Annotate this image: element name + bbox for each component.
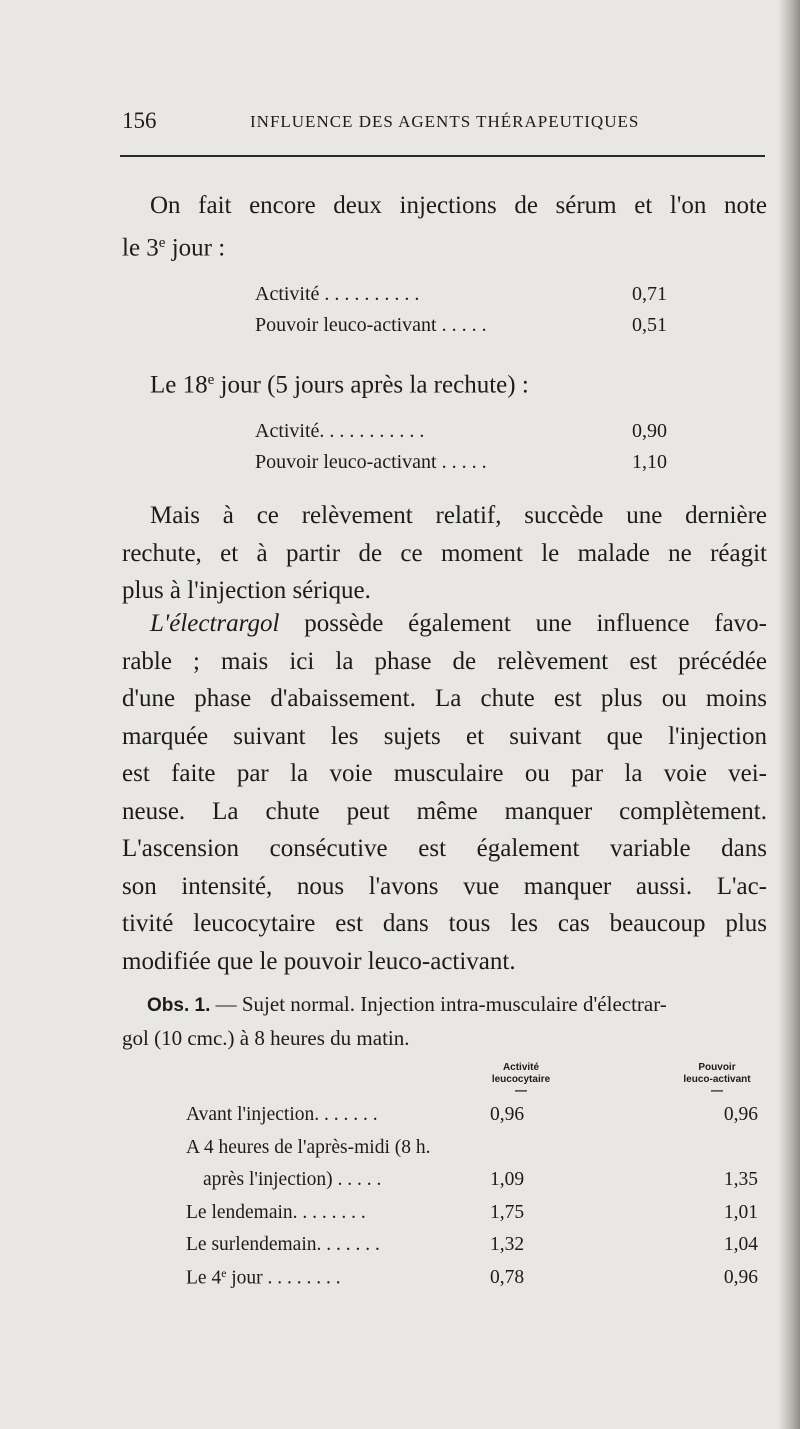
- paragraph-1-line-2: le 3e jour :: [122, 233, 226, 261]
- row-label: Le 4e jour . . . . . . . .: [186, 1266, 341, 1288]
- observation-line-1: Obs. 1. — Sujet normal. Injection intra-musculaire d'électrar-: [147, 992, 667, 1016]
- row-label: Le surlendemain. . . . . . .: [186, 1234, 380, 1255]
- running-title: INFLUENCE DES AGENTS THÉRAPEUTIQUES: [250, 112, 640, 131]
- paragraph-3-line-2: rechute, et à partir de ce moment le malade ne réagit: [122, 539, 767, 567]
- paragraph-4-line: tivité leucocytaire est dans tous les cas beaucoup plus: [122, 910, 767, 937]
- row-value: 0,71: [632, 283, 667, 305]
- paragraph-4-line-1: L'électrargol possède également une influence favo-: [150, 610, 767, 637]
- page-header: [122, 108, 762, 138]
- table-row: [186, 1104, 758, 1137]
- paragraph-4-line: d'une phase d'abaissement. La chute est plus ou moins: [122, 685, 767, 712]
- paragraph-4-line: son intensité, nous l'avons vue manquer aussi. L'ac-: [122, 872, 767, 900]
- table-row: [255, 451, 667, 482]
- row-label: Pouvoir leuco-activant . . . . .: [255, 314, 487, 336]
- observation-rows: [186, 1104, 758, 1299]
- paragraph-4-line: marquée suivant les sujets et suivant que l'injection: [122, 722, 767, 750]
- row-value: 0,90: [632, 420, 667, 442]
- row-label: A 4 heures de l'après-midi (8 h.: [186, 1136, 431, 1158]
- row-label: Pouvoir leuco-activant . . . . .: [255, 451, 487, 473]
- paragraph-4: [122, 605, 767, 980]
- table-row: [186, 1267, 758, 1300]
- activite-value: 0,78: [490, 1266, 525, 1288]
- table-row: [186, 1202, 758, 1235]
- paragraph-4-line: neuse. La chute peut même manquer complètement.: [122, 797, 767, 825]
- paragraph-4-line: est faite par la voie musculaire ou par la voie vei-: [122, 760, 767, 787]
- italic-term: L'électrargol: [150, 610, 280, 637]
- table-row: [255, 283, 667, 314]
- paragraph-4-line: L'ascension consécutive est également variable dans: [122, 835, 767, 862]
- table-row: [186, 1234, 758, 1267]
- paragraph-4-line: modifiée que le pouvoir leuco-activant.: [122, 947, 516, 975]
- observation-note: [122, 988, 767, 1054]
- page-edge-shadow: [778, 0, 800, 1429]
- row-value: 0,51: [632, 314, 667, 336]
- row-label: Avant l'injection. . . . . . .: [186, 1104, 378, 1125]
- paragraph-3: [122, 497, 767, 610]
- row-value: 1,10: [632, 451, 667, 473]
- paragraph-2: [122, 362, 767, 404]
- header-rule: [120, 155, 765, 157]
- activite-value: 1,32: [490, 1234, 525, 1255]
- stats-table-2: [255, 420, 667, 482]
- row-label: Activité. . . . . . . . . . .: [255, 420, 425, 442]
- pouvoir-value: 1,01: [723, 1201, 758, 1223]
- column-header-activite: Activité leucocytaire —: [491, 1062, 551, 1097]
- paragraph-3-line-1: Mais à ce relèvement relatif, succède une dernière: [150, 502, 767, 529]
- paragraph-2-line-1: Le 18e jour (5 jours après la rechute) :: [150, 371, 529, 399]
- table-row: [255, 420, 667, 451]
- activite-value: 1,75: [490, 1201, 525, 1223]
- pouvoir-value: 1,04: [723, 1234, 758, 1255]
- paragraph-4-line: rable ; mais ici la phase de relèvement est précédée: [122, 647, 767, 675]
- activite-value: 1,09: [490, 1169, 525, 1190]
- observation-label: Obs. 1.: [147, 995, 211, 1016]
- column-header-pouvoir: Pouvoir leuco-activant —: [683, 1062, 751, 1097]
- pouvoir-value: 0,96: [723, 1104, 758, 1125]
- paragraph-1-line-1: On fait encore deux injections de sérum et l'on note: [150, 192, 767, 219]
- paragraph-1: [122, 187, 767, 266]
- table-row: [255, 314, 667, 345]
- row-label: Activité . . . . . . . . . .: [255, 283, 420, 305]
- pouvoir-value: 1,35: [723, 1169, 758, 1190]
- page-number: 156: [122, 108, 157, 133]
- observation-line-2: gol (10 cmc.) à 8 heures du matin.: [122, 1026, 410, 1050]
- pouvoir-value: 0,96: [723, 1266, 758, 1288]
- stats-table-1: [255, 283, 667, 345]
- paragraph-3-line-3: plus à l'injection sérique.: [122, 577, 371, 604]
- row-label: après l'injection) . . . . .: [203, 1169, 382, 1190]
- table-row: [186, 1169, 758, 1202]
- activite-value: 0,96: [490, 1104, 525, 1125]
- row-label: Le lendemain. . . . . . . .: [186, 1201, 366, 1223]
- table-row: [186, 1137, 758, 1170]
